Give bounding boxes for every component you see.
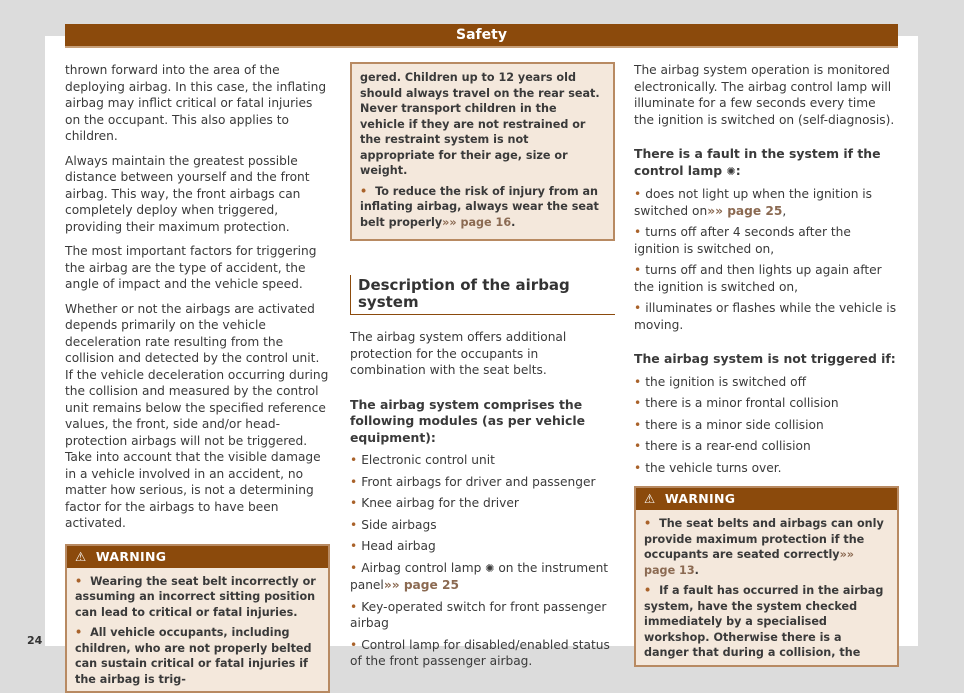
bullet-icon: • (634, 418, 641, 432)
warning-triangle-icon: ⚠ (75, 549, 87, 564)
paragraph: thrown forward into the area of the deploying airbag. In this case, the inflating airbag may inflict critical or fatal injuries on the occupant. This also applies to children. (65, 62, 330, 145)
subheading: There is a fault in the system if the control lamp ✺: (634, 146, 899, 180)
list-item: • there is a minor side collision (634, 417, 899, 434)
page-number: 24 (27, 634, 42, 647)
warning-item: • Wearing the seat belt incorrectly or assuming an incorrect sitting position can lead to critical or fatal injuries. (75, 574, 320, 621)
warning-item: • If a fault has occurred in the airbag system, have the system checked immediately by a specialised workshop. Otherwise there is a danger that during a collision, the (644, 583, 889, 661)
list-item: • there is a minor frontal collision (634, 395, 899, 412)
warning-header (636, 488, 897, 510)
bullet-icon: • (350, 518, 357, 532)
warning-item: • To reduce the risk of injury from an inflating airbag, always wear the seat belt properly»» page 16. (360, 184, 605, 231)
list-item: • Head airbag (350, 538, 615, 555)
list-item: • Control lamp for disabled/enabled status of the front passenger airbag. (350, 637, 615, 670)
bullet-icon: • (644, 517, 651, 530)
list-item: • illuminates or flashes while the vehicle is moving. (634, 300, 899, 333)
subheading: The airbag system is not triggered if: (634, 351, 899, 368)
list-item: • does not light up when the ignition is switched on»» page 25, (634, 186, 899, 219)
bullet-icon: • (75, 575, 82, 588)
bullet-icon: • (634, 461, 641, 475)
list-item: • the ignition is switched off (634, 374, 899, 391)
bullet-icon: • (634, 263, 641, 277)
bullet-icon: • (350, 600, 357, 614)
bullet-icon: • (634, 396, 641, 410)
list-item: • Key-operated switch for front passenger airbag (350, 599, 615, 632)
paragraph: Always maintain the greatest possible distance between yourself and the front airbag. This way, the front airbags can completely deploy when triggered, providing their maximum protection. (65, 153, 330, 236)
list-item: • Front airbags for driver and passenger (350, 474, 615, 491)
page-link[interactable]: »» page 13 (644, 548, 854, 577)
bullet-icon: • (644, 584, 651, 597)
list-item: • the vehicle turns over. (634, 460, 899, 477)
paragraph: Whether or not the airbags are activated depends primarily on the vehicle deceleration rate resulting from the collision and detected by the control unit. If the vehicle deceleration occurring during the collision and measured by the control unit remains below the specified reference values, the front, side and/or head-protection airbags will not be triggered. Take into account that the visible damage in a vehicle involved in an accident, no matter how serious, is not a determining factor for the airbags to have been activated. (65, 301, 330, 532)
warning-box (634, 486, 899, 667)
bullet-icon: • (350, 496, 357, 510)
bullet-icon: • (634, 375, 641, 389)
warning-text: gered. Children up to 12 years old should always travel on the rear seat. Never transport children in the vehicle if they are not restrained or the restraint system is not appropriate for their age, size or weight. (360, 70, 605, 179)
subheading: The airbag system comprises the following modules (as per vehicle equipment): (350, 397, 615, 447)
warning-box (65, 544, 330, 693)
chapter-title: Safety (456, 27, 507, 43)
warning-box-continued (350, 62, 615, 241)
column-1 (65, 62, 330, 693)
page-link[interactable]: »» page 16 (442, 216, 511, 229)
list-item: • Knee airbag for the driver (350, 495, 615, 512)
bullet-icon: • (350, 475, 357, 489)
paragraph: The most important factors for triggering the airbag are the type of accident, the angle of impact and the vehicle speed. (65, 243, 330, 293)
bullet-icon: • (75, 626, 82, 639)
list-item: • turns off after 4 seconds after the ignition is switched on, (634, 224, 899, 257)
bullet-icon: • (634, 301, 641, 315)
list-item: • Electronic control unit (350, 452, 615, 469)
bullet-icon: • (350, 453, 357, 467)
bullet-icon: • (350, 561, 357, 575)
bullet-icon: • (634, 187, 641, 201)
warning-triangle-icon: ⚠ (644, 491, 656, 506)
bullet-icon: • (360, 185, 367, 198)
page-link[interactable]: »» page 25 (384, 578, 459, 592)
list-item: • Side airbags (350, 517, 615, 534)
bullet-icon: • (634, 225, 641, 239)
airbag-lamp-icon: ✺ (485, 561, 494, 578)
warning-header (67, 546, 328, 568)
bullet-icon: • (350, 638, 357, 652)
chapter-header (65, 24, 898, 48)
warning-title: WARNING (96, 549, 166, 564)
column-3 (634, 62, 899, 667)
section-title: Description of the airbag system (350, 275, 615, 315)
list-item: • there is a rear-end collision (634, 438, 899, 455)
warning-title: WARNING (665, 491, 735, 506)
warning-item: • All vehicle occupants, including children, who are not properly belted can sustain critical or fatal injuries if the airbag is trig- (75, 625, 320, 687)
list-item: • turns off and then lights up again after the ignition is switched on, (634, 262, 899, 295)
warning-item: • The seat belts and airbags can only provide maximum protection if the occupants are seated correctly»» page 13. (644, 516, 889, 578)
list-item: • Airbag control lamp ✺ on the instrument panel»» page 25 (350, 560, 615, 594)
paragraph: The airbag system offers additional protection for the occupants in combination with the seat belts. (350, 329, 615, 379)
airbag-lamp-icon: ✺ (727, 164, 736, 181)
bullet-icon: • (634, 439, 641, 453)
column-2 (350, 62, 615, 675)
page-link[interactable]: »» page 25 (707, 204, 782, 218)
paragraph: The airbag system operation is monitored electronically. The airbag control lamp will illuminate for a few seconds every time the ignition is switched on (self-diagnosis). (634, 62, 899, 128)
bullet-icon: • (350, 539, 357, 553)
